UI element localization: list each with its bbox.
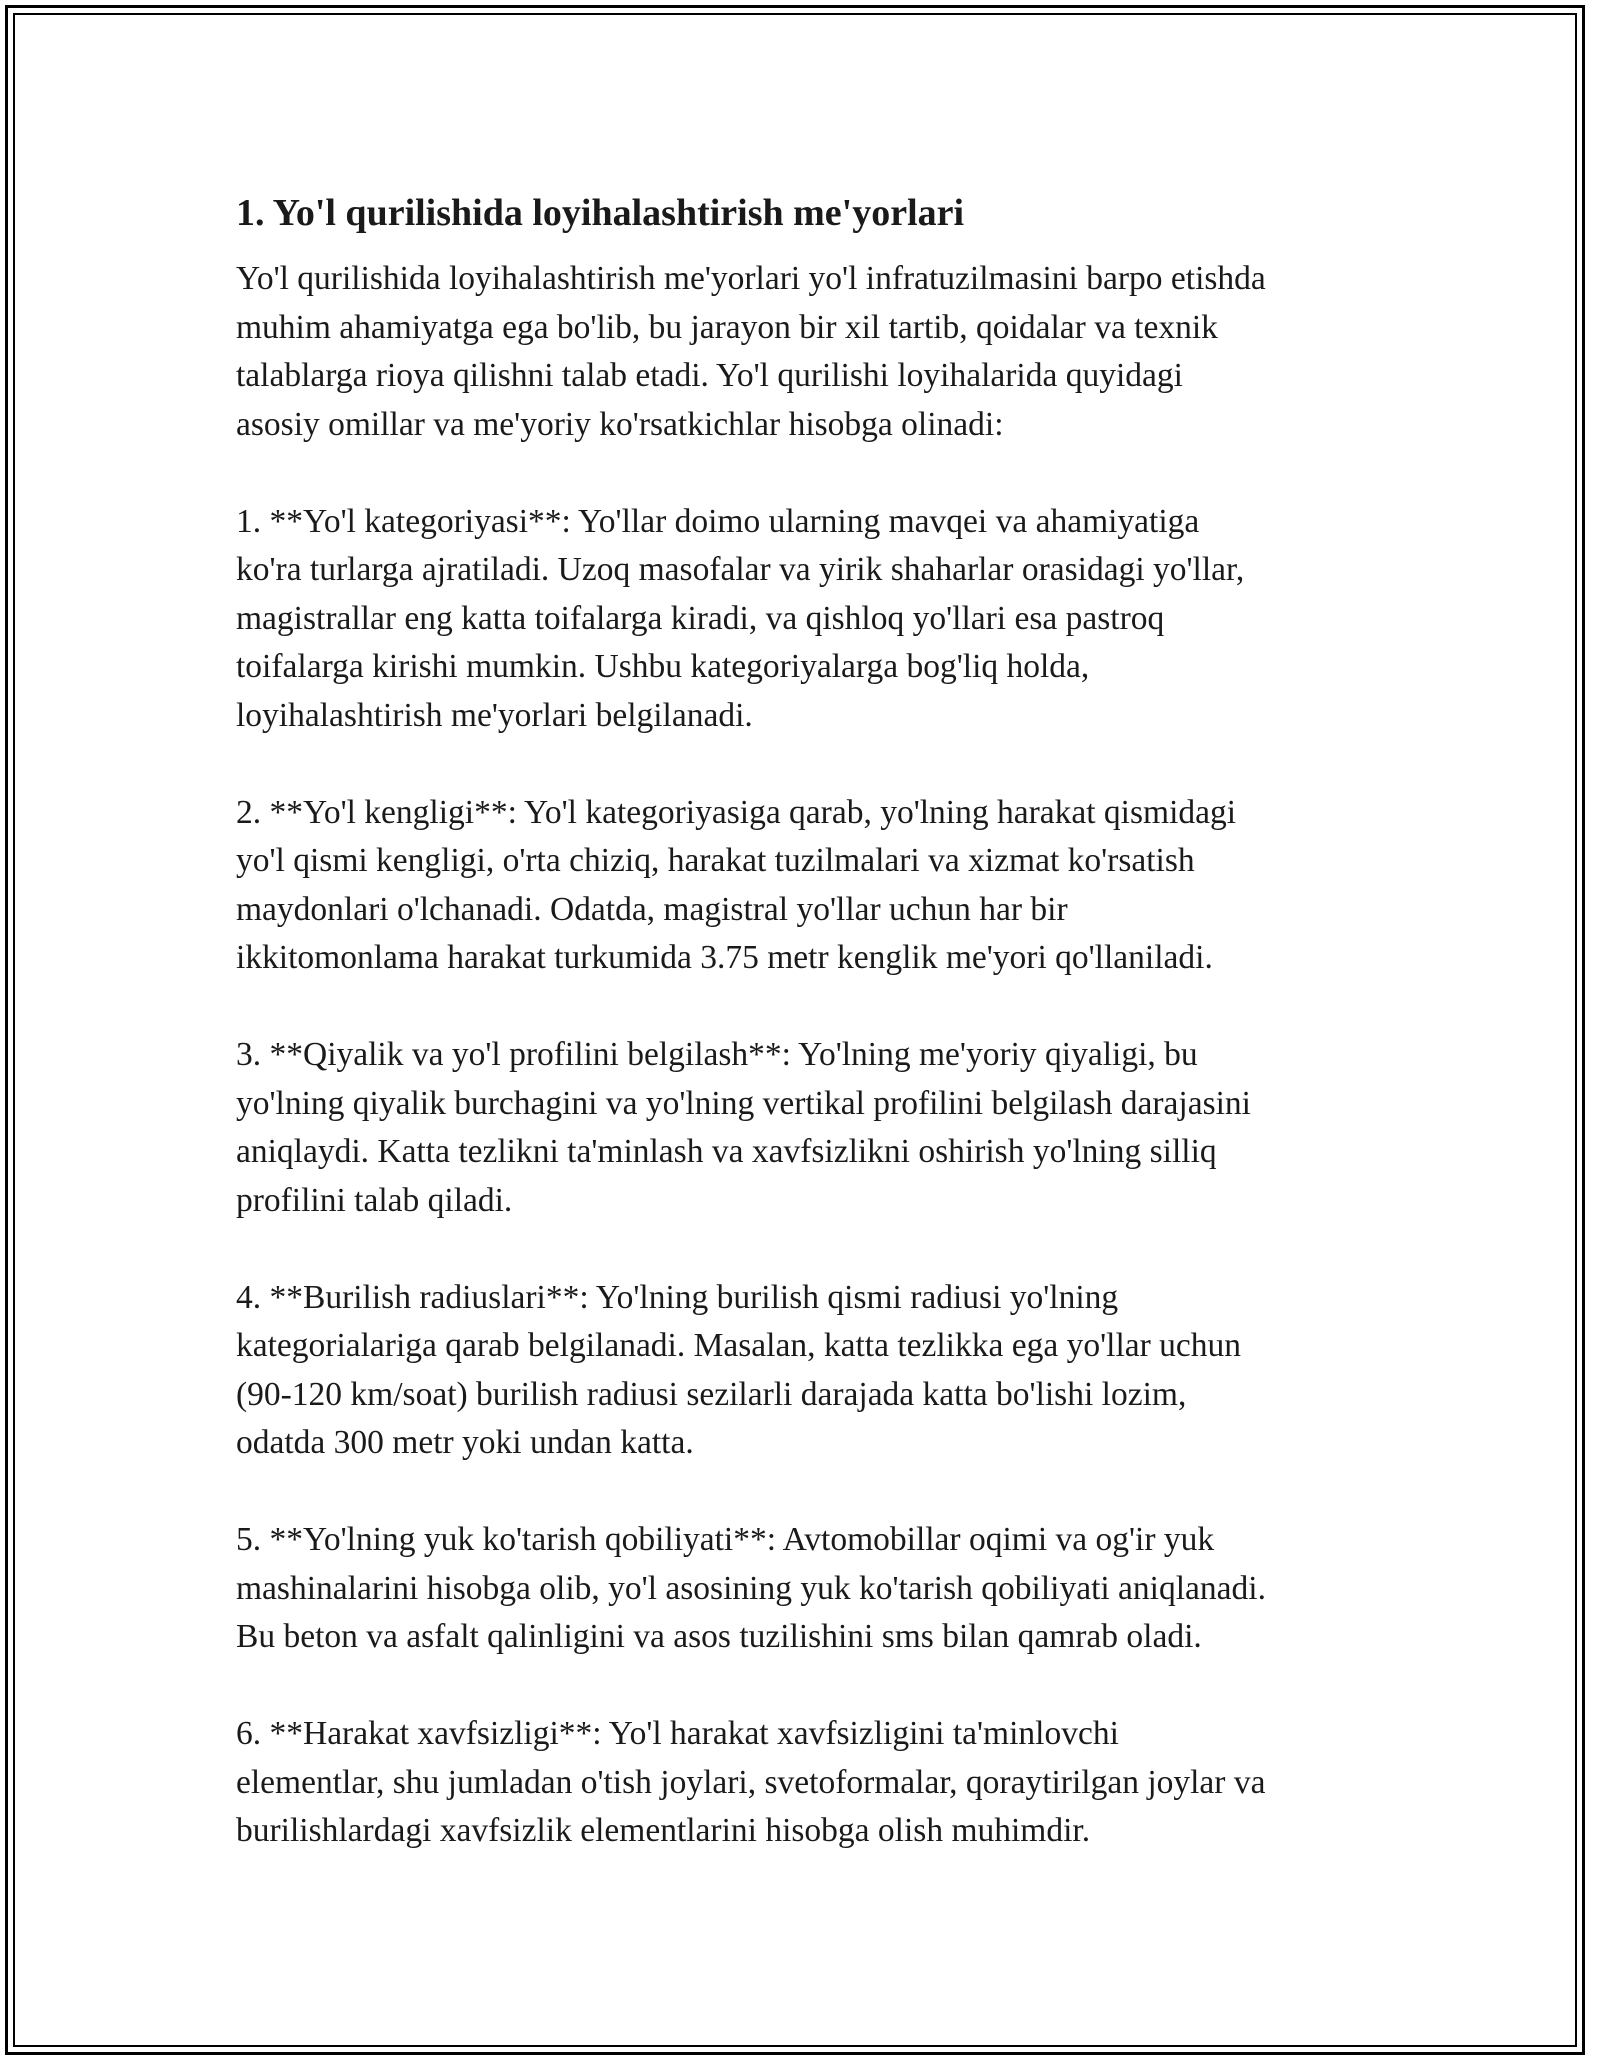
text-line: yo'l qismi kengligi, o'rta chiziq, harakat tuzilmalari va xizmat ko'rsatish (236, 842, 1195, 879)
text-line: toifalarga kirishi mumkin. Ushbu kategoriyalarga bog'liq holda, (236, 648, 1090, 685)
list-item-road-width (236, 789, 1386, 983)
text-line: yo'lning qiyalik burchagini va yo'lning vertikal profilini belgilash darajasini (236, 1084, 1251, 1122)
list-item-turn-radius (236, 1274, 1386, 1468)
text-line: (90-120 km/soat) burilish radiusi sezilarli darajada katta bo'lishi lozim, (236, 1375, 1187, 1413)
text-line: 5. **Yo'lning yuk ko'tarish qobiliyati**: Avtomobillar oqimi va og'ir yuk (236, 1521, 1215, 1558)
text-line: 3. **Qiyalik va yo'l profilini belgilash**: Yo'lning me'yoriy qiyaligi, bu (236, 1036, 1198, 1073)
text-line: odatda 300 metr yoki undan katta. (236, 1424, 694, 1461)
text-line: asosiy omillar va me'yoriy ko'rsatkichlar hisobga olinadi: (236, 405, 1004, 443)
list-item-road-category (236, 498, 1386, 741)
text-line: ikkitomonlama harakat turkumida 3.75 metr kenglik me'yori qo'llaniladi. (236, 939, 1213, 976)
text-line: 6. **Harakat xavfsizligi**: Yo'l harakat xavfsizligini ta'minlovchi (236, 1715, 1119, 1752)
section-heading: 1. Yo'l qurilishida loyihalashtirish me'yorlari (236, 192, 965, 234)
text-line: ko'ra turlarga ajratiladi. Uzoq masofalar va yirik shaharlar orasidagi yo'llar, (236, 551, 1245, 588)
text-line: 1. **Yo'l kategoriyasi**: Yo'llar doimo ularning mavqei va ahamiyatiga (236, 502, 1200, 540)
text-line: maydonlari o'lchanadi. Odatda, magistral yo'llar uchun har bir (236, 890, 1068, 928)
list-item-traffic-safety (236, 1710, 1386, 1856)
text-line: burilishlardagi xavfsizlik elementlarini hisobga olish muhimdir. (236, 1812, 1091, 1849)
text-line: Yo'l qurilishida loyihalashtirish me'yorlari yo'l infratuzilmasini barpo etishda (236, 260, 1266, 297)
text-line: mashinalarini hisobga olib, yo'l asosining yuk ko'tarish qobiliyati aniqlanadi. (236, 1569, 1266, 1607)
text-line: profilini talab qiladi. (236, 1181, 513, 1219)
text-line: kategorialariga qarab belgilanadi. Masalan, katta tezlikka ega yo'llar uchun (236, 1327, 1242, 1364)
intro-paragraph (236, 255, 1386, 449)
text-line: 4. **Burilish radiuslari**: Yo'lning burilish qismi radiusi yo'lning (236, 1278, 1119, 1316)
text-line: aniqlaydi. Katta tezlikni ta'minlash va xavfsizlikni oshirish yo'lning silliq (236, 1133, 1217, 1170)
list-item-load-capacity (236, 1516, 1386, 1662)
text-line: muhim ahamiyatga ega bo'lib, bu jarayon bir xil tartib, qoidalar va texnik (236, 308, 1218, 346)
text-line: Bu beton va asfalt qalinligini va asos tuzilishini sms bilan qamrab oladi. (236, 1618, 1202, 1655)
document-body (236, 185, 1386, 1904)
text-line: loyihalashtirish me'yorlari belgilanadi. (236, 696, 753, 734)
text-line: 2. **Yo'l kengligi**: Yo'l kategoriyasiga qarab, yo'lning harakat qismidagi (236, 793, 1237, 831)
text-line: talablarga rioya qilishni talab etadi. Yo'l qurilishi loyihalarida quyidagi (236, 357, 1183, 394)
text-line: magistrallar eng katta toifalarga kiradi, va qishloq yo'llari esa pastroq (236, 599, 1165, 637)
list-item-slope-profile (236, 1031, 1386, 1225)
text-line: elementlar, shu jumladan o'tish joylari, svetoformalar, qoraytirilgan joylar va (236, 1763, 1266, 1801)
